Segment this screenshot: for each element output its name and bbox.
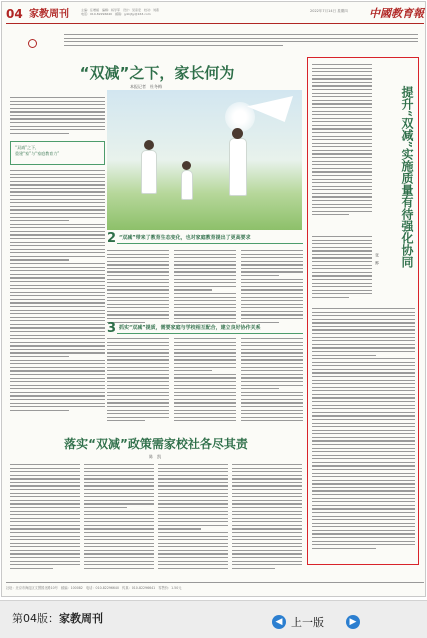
child-figure bbox=[181, 170, 193, 200]
main-headline[interactable]: “双减”之下，家长何为 bbox=[79, 64, 235, 82]
previous-page-button[interactable] bbox=[272, 611, 342, 629]
article-column[interactable] bbox=[107, 250, 169, 325]
sidebar-intro-text bbox=[312, 64, 372, 218]
current-page-label bbox=[12, 611, 103, 627]
section-3-heading: 3 抓实“双减”提质，需要家庭与学校相互配合，建立良好协作关系 bbox=[107, 321, 261, 336]
pull-quote-line: “双减”之下， bbox=[15, 145, 40, 150]
editor-note-text bbox=[64, 34, 418, 48]
next-page-button[interactable] bbox=[346, 611, 362, 629]
newspaper-page bbox=[1, 1, 426, 597]
sidebar-title: 提升“双减”实施质量有待强化协同 bbox=[400, 86, 414, 268]
previous-page-label: 上一版 bbox=[291, 615, 324, 629]
newspaper-logo: 中國教育報 bbox=[369, 7, 424, 20]
mother-figure bbox=[141, 150, 157, 194]
page-label-prefix: 第04版： bbox=[12, 612, 59, 625]
issue-date: 2022年7月14日 星期四 bbox=[310, 9, 348, 13]
main-byline: 本报记者 杜冬梅 bbox=[130, 84, 162, 89]
page-navigation-bar bbox=[0, 600, 427, 638]
editor-credits bbox=[81, 8, 221, 16]
note-mark-icon bbox=[8, 30, 56, 57]
page-label-name: 家教周刊 bbox=[59, 612, 103, 625]
article-column[interactable] bbox=[174, 338, 236, 424]
arrow-right-icon: ▶ bbox=[346, 615, 360, 629]
article-column[interactable] bbox=[107, 338, 169, 424]
arrow-left-icon: ◀ bbox=[272, 615, 286, 629]
sidebar-body-text bbox=[312, 308, 415, 551]
sidebar-text bbox=[312, 236, 372, 300]
sidebar-article[interactable] bbox=[307, 57, 419, 565]
pull-quote-box bbox=[10, 141, 105, 165]
article-column[interactable] bbox=[241, 338, 303, 424]
second-article-column[interactable] bbox=[232, 464, 302, 571]
second-article-column[interactable] bbox=[10, 464, 80, 571]
pull-quote-line: 重建“家”与“家庭教育力” bbox=[15, 150, 60, 156]
family-photo[interactable] bbox=[107, 90, 302, 230]
page-name: 家教周刊 bbox=[29, 9, 69, 20]
editor-line: 主编：任增援 编辑：杨学军 设计：吴彦宏 校对：刘燕 bbox=[81, 8, 160, 12]
second-headline[interactable]: 落实“双减”政策需家校社各尽其责 bbox=[64, 437, 248, 451]
main-article-column[interactable] bbox=[10, 170, 105, 413]
second-byline: 陈 凯 bbox=[149, 454, 161, 459]
second-article-column[interactable] bbox=[158, 464, 228, 571]
intro-text[interactable] bbox=[10, 97, 105, 136]
page-number: 04 bbox=[6, 7, 23, 21]
article-column[interactable] bbox=[241, 250, 303, 325]
page-footer: 社址：北京市海淀区文慧园北路10号 邮编：100082 电话：010-82296640 传真：010-82296641 零售价：1.50元 bbox=[6, 582, 424, 590]
article-column[interactable] bbox=[174, 250, 236, 325]
second-article-column[interactable] bbox=[84, 464, 154, 571]
masthead bbox=[6, 6, 424, 24]
sidebar-author: 张 晔 bbox=[375, 253, 380, 265]
section-2-heading: 2 “双减”带来了教育生态变化，也对家庭教育提出了更高要求 bbox=[107, 231, 251, 246]
editor-note bbox=[8, 30, 418, 57]
father-figure bbox=[229, 138, 247, 196]
editor-line: 电话：010-82296640 邮箱：jyzkjtjy@163.com bbox=[81, 12, 151, 16]
